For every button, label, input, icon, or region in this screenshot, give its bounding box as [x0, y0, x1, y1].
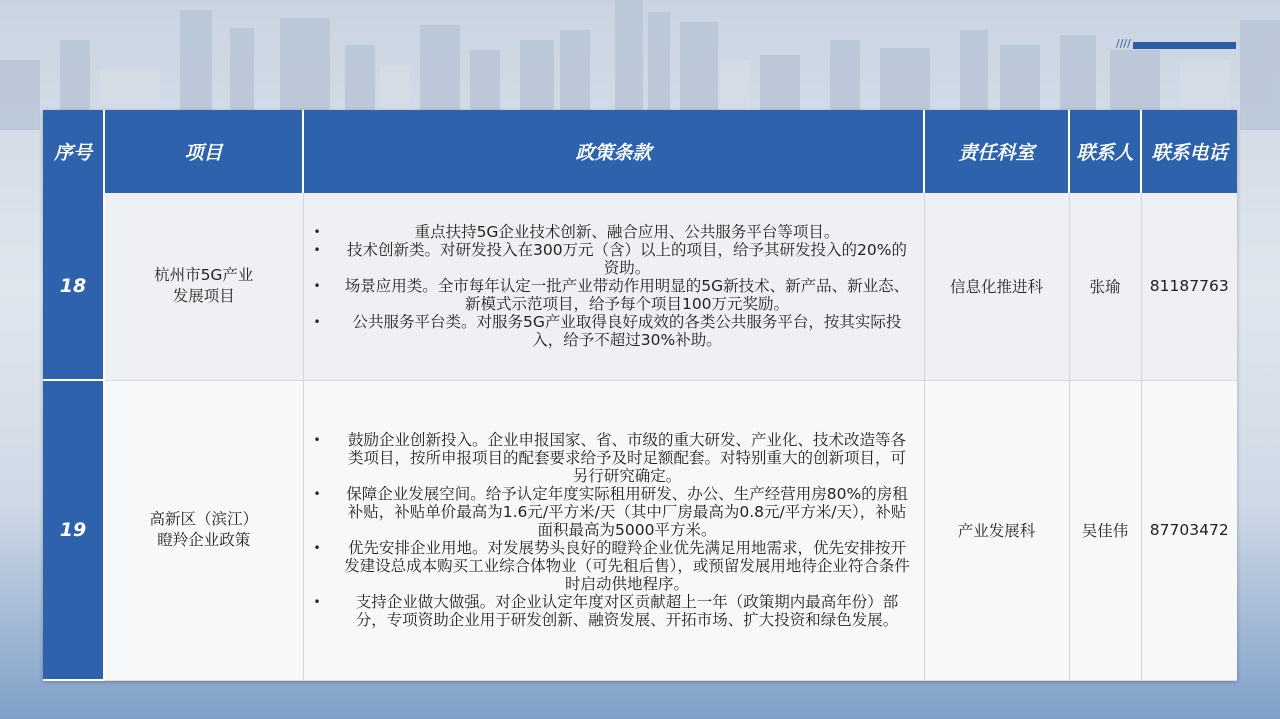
clause-item: • 鼓励企业创新投入。企业申报国家、省、市级的重大研发、产业化、技术改造等各类项目，按所申报项目的配套要求给予及时足额配套。对特别重大的创新项目，可另行研究确定。 [313, 431, 906, 485]
clause-list [304, 223, 924, 349]
accent-bar [1133, 42, 1236, 49]
table-row [43, 380, 1237, 680]
clause-item: • 场景应用类。全市每年认定一批产业带动作用明显的5G新技术、新产品、新业态、新模式示范项目，给予每个项目100万元奖励。 [313, 277, 910, 314]
row-seq: 19 [43, 380, 104, 680]
clause-item: • 重点扶持5G企业技术创新、融合应用、公共服务平台等项目。 [313, 223, 840, 242]
bullet-icon: • [313, 595, 321, 609]
clause-item: • 支持企业做大做强。对企业认定年度对区贡献超上一年（政策期内最高年份）部分，专项资助企业用于研发创新、融资发展、开拓市场、扩大投资和绿色发展。 [313, 593, 899, 629]
row-dept: 信息化推进科 [924, 193, 1069, 380]
project-name-line: 高新区（滨江） [149, 510, 258, 528]
header-contact: 联系人 [1069, 110, 1141, 193]
clause-item: • 保障企业发展空间。给予认定年度实际租用研发、办公、生产经营用房80%的房租补贴，补贴单价最高为1.6元/平方米/天（其中厂房最高为0.8元/平方米/天），补贴面积最高为5000平方米。 [313, 485, 908, 539]
row-project [104, 193, 303, 380]
bullet-icon: • [313, 541, 321, 555]
clause-list [304, 431, 924, 629]
row-clauses [303, 380, 924, 680]
bullet-icon: • [313, 433, 321, 447]
header-seq: 序号 [43, 110, 104, 193]
table-header-row [43, 110, 1237, 193]
header-project: 项目 [104, 110, 303, 193]
bullet-icon: • [313, 315, 321, 330]
project-name-line: 瞪羚企业政策 [157, 531, 251, 549]
header-clauses: 政策条款 [303, 110, 924, 193]
row-seq: 18 [43, 193, 104, 380]
row-contact: 吴佳伟 [1069, 380, 1141, 680]
corner-accent [1116, 37, 1236, 50]
bullet-icon: • [313, 243, 321, 258]
project-name-line: 杭州市5G产业 [154, 266, 254, 285]
bullet-icon: • [313, 279, 321, 294]
clause-item: • 优先安排企业用地。对发展势头良好的瞪羚企业优先满足用地需求，优先安排按开发建设总成本购买工业综合体物业（可先租后售），或预留发展用地待企业符合条件时启动供地程序。 [313, 539, 910, 593]
header-phone: 联系电话 [1141, 110, 1237, 193]
decorative-slashes: //// [1116, 37, 1131, 50]
row-clauses [303, 193, 924, 380]
clause-item: • 技术创新类。对研发投入在300万元（含）以上的项目，给予其研发投入的20%的资助。 [313, 241, 908, 278]
clause-item: • 公共服务平台类。对服务5G产业取得良好成效的各类公共服务平台，按其实际投入，给予不超过30%补助。 [313, 313, 902, 350]
row-project [104, 380, 303, 680]
table-row [43, 193, 1237, 380]
header-dept: 责任科室 [924, 110, 1069, 193]
policy-table [43, 110, 1237, 681]
row-phone: 81187763 [1141, 193, 1237, 380]
project-name-line: 发展项目 [172, 287, 235, 306]
bullet-icon: • [313, 487, 321, 501]
row-phone: 87703472 [1141, 380, 1237, 680]
row-dept: 产业发展科 [924, 380, 1069, 680]
row-contact: 张瑜 [1069, 193, 1141, 380]
bullet-icon: • [313, 225, 321, 240]
